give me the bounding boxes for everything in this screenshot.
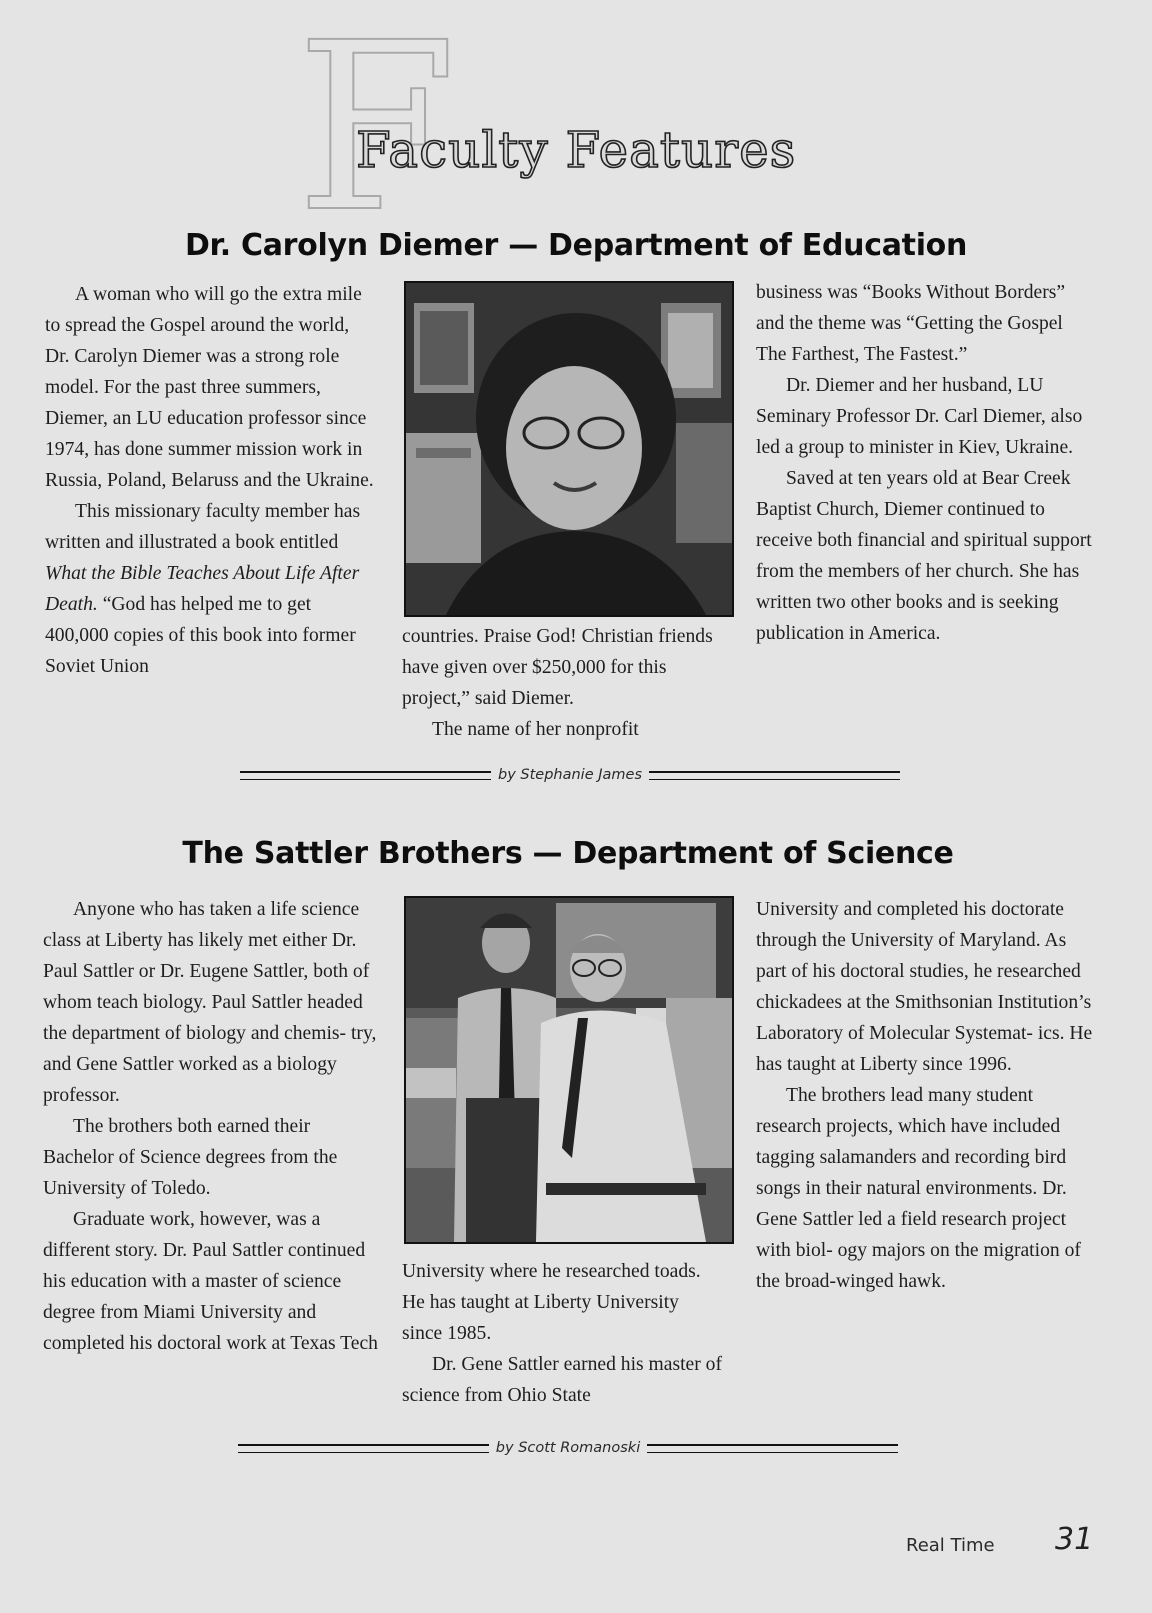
paragraph: Anyone who has taken a life science class at Liberty has likely met either Dr. Paul Sattler or Dr. Eugene Sattler, both of whom teach biology. Paul Sattler headed the department of biology and chemis- try, and Gene Sattler worked as a biology professor. (43, 899, 377, 1106)
article2-column-1 (43, 894, 378, 1359)
article2-column-3 (756, 894, 1096, 1297)
article1-column-3 (756, 277, 1096, 649)
article1-column-1 (45, 279, 375, 682)
paragraph: University where he researched toads. He has taught at Liberty University since 1985. (402, 1261, 701, 1344)
paragraph: countries. Praise God! Christian friends have given over $250,000 for this project,” said Diemer. (402, 626, 713, 709)
byline-rule-left (238, 1444, 489, 1453)
article2-column-2 (402, 1256, 722, 1411)
article-headline-diemer: Dr. Carolyn Diemer — Department of Education (184, 228, 968, 263)
paragraph: A woman who will go the extra mile to spread the Gospel around the world, Dr. Carolyn Diemer was a strong role model. For the past three summers, Diemer, an LU education professor since 1974, has done summer mission work in Russia, Poland, Belaruss and the Ukraine. (45, 284, 374, 491)
paragraph: The name of her nonprofit (432, 719, 639, 740)
sattler-brothers-photo (404, 896, 734, 1244)
paragraph: The brothers lead many student research projects, which have included tagging salamanders and recording bird songs in their natural environments. Dr. Gene Sattler led a field research project with biol- ogy majors on the migration of the broad-winged hawk. (756, 1085, 1081, 1292)
byline-rule-right (649, 771, 900, 780)
paragraph: Graduate work, however, was a different story. Dr. Paul Sattler continued his education with a master of science degree from Miami University and completed his doctoral work at Texas Tech (43, 1209, 378, 1354)
group-photo-icon (406, 898, 732, 1242)
paragraph: The brothers both earned their Bachelor of Science degrees from the University of Toledo. (43, 1116, 338, 1199)
paragraph: Saved at ten years old at Bear Creek Baptist Church, Diemer continued to receive both financial and spiritual support from the members of her church. She has written two other books and is seeking publication in America. (756, 468, 1092, 644)
footer-section-name: Real Time (906, 1535, 995, 1556)
byline-rule-right (647, 1444, 898, 1453)
article-headline-sattler: The Sattler Brothers — Department of Science (182, 836, 954, 871)
byline-sattler (238, 1440, 898, 1456)
paragraph: Dr. Gene Sattler earned his master of science from Ohio State (402, 1354, 722, 1406)
paragraph: Dr. Diemer and her husband, LU Seminary Professor Dr. Carl Diemer, also led a group to minister in Kiev, Ukraine. (756, 375, 1083, 458)
book-title: What the Bible Teaches About Life After Death. (45, 563, 360, 615)
portrait-photo-icon (406, 283, 732, 615)
paragraph: This missionary faculty member has written and illustrated a book entitled What the Bible Teaches About Life After Death. “God has helped me to get 400,000 copies of this book into former Soviet Union (45, 501, 361, 677)
byline-author: by Stephanie James (498, 767, 642, 783)
page-title: Faculty Features (356, 121, 797, 179)
article1-column-2 (402, 621, 722, 745)
diemer-portrait-photo (404, 281, 734, 617)
byline-rule-left (240, 771, 491, 780)
page-number: 31 (1055, 1522, 1094, 1557)
byline-author: by Scott Romanoski (495, 1440, 641, 1456)
paragraph: business was “Books Without Borders” and the theme was “Getting the Gospel The Farthest, The Fastest.” (756, 282, 1066, 365)
byline-diemer (240, 767, 900, 783)
drop-cap-letter: F (296, 0, 457, 263)
paragraph: University and completed his doctorate through the University of Maryland. As part of his doctoral studies, he researched chickadees at the Smithsonian Institution’s Laboratory of Molecular Systemat- ics. He has taught at Liberty since 1996. (756, 899, 1093, 1075)
